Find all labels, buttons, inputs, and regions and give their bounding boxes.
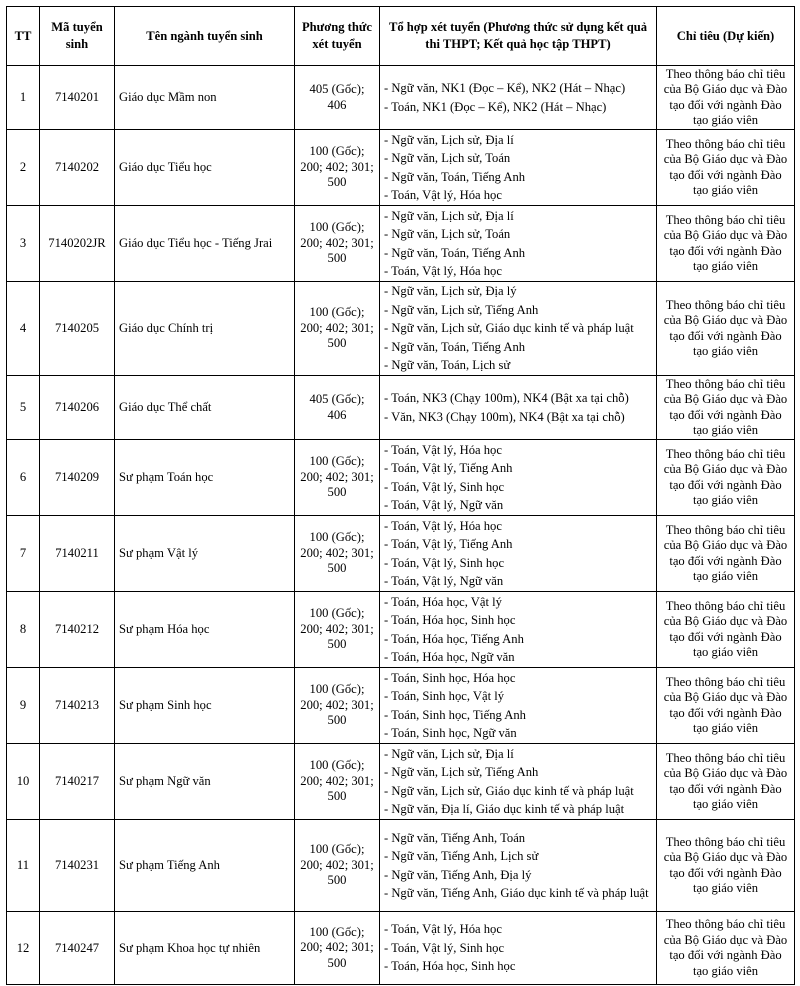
cell-name: Sư phạm Toán học <box>115 440 295 516</box>
combo-line: - Ngữ văn, Toán, Tiếng Anh <box>384 245 526 260</box>
cell-tt: 10 <box>7 744 40 820</box>
combo-line: - Ngữ văn, Lịch sử, Giáo dục kinh tế và pháp luật <box>384 321 634 336</box>
cell-code: 7140201 <box>40 66 115 130</box>
cell-code: 7140212 <box>40 592 115 668</box>
cell-combos <box>380 376 657 440</box>
combo-line: - Ngữ văn, Tiếng Anh, Giáo dục kinh tế và pháp luật <box>384 886 649 900</box>
combo-line: - Toán, Vật lý, Hóa học <box>384 264 502 278</box>
cell-quota: Theo thông báo chỉ tiêu của Bộ Giáo dục và Đào tạo đối với ngành Đào tạo giáo viên <box>657 744 795 820</box>
cell-quota: Theo thông báo chỉ tiêu của Bộ Giáo dục và Đào tạo đối với ngành Đào tạo giáo viên <box>657 668 795 744</box>
combo-line: - Toán, Sinh học, Hóa học <box>384 670 516 685</box>
cell-name: Giáo dục Tiểu học <box>115 130 295 206</box>
combo-line: - Toán, Vật lý, Sinh học <box>384 940 505 955</box>
cell-code: 7140211 <box>40 516 115 592</box>
combo-line: - Toán, Vật lý, Hóa học <box>384 442 502 457</box>
cell-method: 100 (Gốc); 200; 402; 301; 500 <box>295 130 380 206</box>
cell-code: 7140231 <box>40 820 115 912</box>
cell-tt: 3 <box>7 206 40 282</box>
combo-line: - Toán, Hóa học, Tiếng Anh <box>384 631 524 646</box>
combo-line: - Ngữ văn, Toán, Tiếng Anh <box>384 169 526 184</box>
combo-line: - Toán, Hóa học, Sinh học <box>384 613 516 627</box>
cell-quota: Theo thông báo chỉ tiêu của Bộ Giáo dục và Đào tạo đối với ngành Đào tạo giáo viên <box>657 440 795 516</box>
cell-name: Giáo dục Thể chất <box>115 376 295 440</box>
cell-name: Sư phạm Tiếng Anh <box>115 820 295 912</box>
cell-code: 7140209 <box>40 440 115 516</box>
combo-line: - Toán, Hóa học, Ngữ văn <box>384 650 515 664</box>
combo-line: - Toán, Vật lý, Hóa học <box>384 922 502 937</box>
combo-line: - Toán, NK1 (Đọc – Kể), NK2 (Hát – Nhạc) <box>384 99 607 114</box>
cell-tt: 11 <box>7 820 40 912</box>
cell-tt: 5 <box>7 376 40 440</box>
cell-method: 100 (Gốc); 200; 402; 301; 500 <box>295 668 380 744</box>
combo-line: - Toán, Vật lý, Hóa học <box>384 188 502 202</box>
cell-code: 7140217 <box>40 744 115 820</box>
cell-combos <box>380 516 657 592</box>
header-name: Tên ngành tuyển sinh <box>115 7 295 66</box>
cell-tt: 6 <box>7 440 40 516</box>
table-row <box>7 376 795 440</box>
combo-line: - Toán, Vật lý, Sinh học <box>384 555 505 570</box>
combo-line: - Ngữ văn, Lịch sử, Địa lí <box>384 746 514 761</box>
cell-combos <box>380 744 657 820</box>
combo-line: - Toán, Vật lý, Tiếng Anh <box>384 461 513 475</box>
combo-line: - Ngữ văn, Lịch sử, Giáo dục kinh tế và pháp luật <box>384 783 634 798</box>
cell-name: Giáo dục Chính trị <box>115 282 295 376</box>
combo-line: - Toán, Vật lý, Ngữ văn <box>384 498 504 512</box>
cell-method: 405 (Gốc); 406 <box>295 376 380 440</box>
combo-line: - Ngữ văn, NK1 (Đọc – Kể), NK2 (Hát – Nhạc) <box>384 81 626 95</box>
combo-line: - Ngữ văn, Tiếng Anh, Toán <box>384 830 526 845</box>
cell-combos <box>380 668 657 744</box>
cell-name: Giáo dục Mầm non <box>115 66 295 130</box>
cell-quota: Theo thông báo chỉ tiêu của Bộ Giáo dục và Đào tạo đối với ngành Đào tạo giáo viên <box>657 376 795 440</box>
table-row <box>7 206 795 282</box>
table-row <box>7 668 795 744</box>
combo-line: - Toán, NK3 (Chạy 100m), NK4 (Bật xa tại chỗ) <box>384 391 629 405</box>
combo-line: - Ngữ văn, Tiếng Anh, Địa lý <box>384 867 532 882</box>
header-method: Phương thức xét tuyển <box>295 7 380 66</box>
table-row <box>7 440 795 516</box>
cell-quota: Theo thông báo chỉ tiêu của Bộ Giáo dục và Đào tạo đối với ngành Đào tạo giáo viên <box>657 282 795 376</box>
cell-tt: 9 <box>7 668 40 744</box>
table-row <box>7 130 795 206</box>
cell-method: 100 (Gốc); 200; 402; 301; 500 <box>295 440 380 516</box>
cell-name: Sư phạm Vật lý <box>115 516 295 592</box>
cell-method: 405 (Gốc); 406 <box>295 66 380 130</box>
cell-tt: 7 <box>7 516 40 592</box>
cell-name: Sư phạm Ngữ văn <box>115 744 295 820</box>
table-row <box>7 744 795 820</box>
combo-line: - Toán, Hóa học, Sinh học <box>384 959 516 974</box>
combo-line: - Ngữ văn, Lịch sử, Tiếng Anh <box>384 765 539 779</box>
cell-method: 100 (Gốc); 200; 402; 301; 500 <box>295 912 380 985</box>
table-row <box>7 912 795 985</box>
header-quota: Chỉ tiêu (Dự kiến) <box>657 7 795 66</box>
cell-combos <box>380 592 657 668</box>
header-tt: TT <box>7 7 40 66</box>
cell-combos <box>380 912 657 985</box>
cell-quota: Theo thông báo chỉ tiêu của Bộ Giáo dục và Đào tạo đối với ngành Đào tạo giáo viên <box>657 912 795 985</box>
cell-method: 100 (Gốc); 200; 402; 301; 500 <box>295 592 380 668</box>
combo-line: - Toán, Vật lý, Ngữ văn <box>384 574 504 588</box>
combo-line: - Toán, Sinh học, Tiếng Anh <box>384 707 526 722</box>
header-code: Mã tuyển sinh <box>40 7 115 66</box>
combo-line: - Ngữ văn, Lịch sử, Địa lý <box>384 284 517 299</box>
table-row <box>7 66 795 130</box>
table-row <box>7 820 795 912</box>
cell-name: Sư phạm Hóa học <box>115 592 295 668</box>
combo-line: - Toán, Sinh học, Vật lý <box>384 689 505 703</box>
cell-tt: 12 <box>7 912 40 985</box>
combo-line: - Văn, NK3 (Chạy 100m), NK4 (Bật xa tại chỗ) <box>384 409 625 424</box>
cell-combos <box>380 440 657 516</box>
cell-tt: 1 <box>7 66 40 130</box>
combo-line: - Ngữ văn, Lịch sử, Toán <box>384 227 511 241</box>
combo-line: - Toán, Vật lý, Hóa học <box>384 518 502 533</box>
combo-line: - Toán, Hóa học, Vật lý <box>384 594 502 609</box>
cell-code: 7140213 <box>40 668 115 744</box>
cell-method: 100 (Gốc); 200; 402; 301; 500 <box>295 516 380 592</box>
cell-combos <box>380 130 657 206</box>
cell-method: 100 (Gốc); 200; 402; 301; 500 <box>295 820 380 912</box>
cell-method: 100 (Gốc); 200; 402; 301; 500 <box>295 206 380 282</box>
cell-name: Sư phạm Sinh học <box>115 668 295 744</box>
cell-quota: Theo thông báo chỉ tiêu của Bộ Giáo dục và Đào tạo đối với ngành Đào tạo giáo viên <box>657 130 795 206</box>
header-row <box>7 7 795 66</box>
cell-tt: 8 <box>7 592 40 668</box>
table-row <box>7 516 795 592</box>
combo-line: - Ngữ văn, Lịch sử, Toán <box>384 151 511 165</box>
combo-line: - Ngữ văn, Lịch sử, Tiếng Anh <box>384 302 539 317</box>
cell-code: 7140206 <box>40 376 115 440</box>
cell-quota: Theo thông báo chỉ tiêu của Bộ Giáo dục và Đào tạo đối với ngành Đào tạo giáo viên <box>657 66 795 130</box>
combo-line: - Ngữ văn, Toán, Lịch sử <box>384 358 511 373</box>
admissions-table <box>6 6 795 985</box>
cell-quota: Theo thông báo chỉ tiêu của Bộ Giáo dục và Đào tạo đối với ngành Đào tạo giáo viên <box>657 206 795 282</box>
combo-line: - Toán, Vật lý, Tiếng Anh <box>384 537 513 551</box>
combo-line: - Ngữ văn, Tiếng Anh, Lịch sử <box>384 849 539 863</box>
combo-line: - Ngữ văn, Lịch sử, Địa lí <box>384 208 514 223</box>
cell-quota: Theo thông báo chỉ tiêu của Bộ Giáo dục và Đào tạo đối với ngành Đào tạo giáo viên <box>657 592 795 668</box>
combo-line: - Ngữ văn, Lịch sử, Địa lí <box>384 132 514 147</box>
cell-method: 100 (Gốc); 200; 402; 301; 500 <box>295 744 380 820</box>
cell-code: 7140202JR <box>40 206 115 282</box>
header-combos: Tổ hợp xét tuyển (Phương thức sử dụng kết quả thi THPT; Kết quả học tập THPT) <box>380 7 657 66</box>
combo-line: - Ngữ văn, Toán, Tiếng Anh <box>384 339 526 354</box>
cell-code: 7140202 <box>40 130 115 206</box>
combo-line: - Toán, Vật lý, Sinh học <box>384 479 505 494</box>
cell-combos <box>380 206 657 282</box>
cell-method: 100 (Gốc); 200; 402; 301; 500 <box>295 282 380 376</box>
cell-combos <box>380 820 657 912</box>
cell-tt: 2 <box>7 130 40 206</box>
cell-combos <box>380 66 657 130</box>
table-row <box>7 282 795 376</box>
cell-quota: Theo thông báo chỉ tiêu của Bộ Giáo dục và Đào tạo đối với ngành Đào tạo giáo viên <box>657 820 795 912</box>
cell-code: 7140205 <box>40 282 115 376</box>
combo-line: - Ngữ văn, Địa lí, Giáo dục kinh tế và pháp luật <box>384 802 625 816</box>
table-row <box>7 592 795 668</box>
combo-line: - Toán, Sinh học, Ngữ văn <box>384 726 517 740</box>
cell-name: Sư phạm Khoa học tự nhiên <box>115 912 295 985</box>
cell-name: Giáo dục Tiểu học - Tiếng Jrai <box>115 206 295 282</box>
cell-code: 7140247 <box>40 912 115 985</box>
cell-tt: 4 <box>7 282 40 376</box>
cell-combos <box>380 282 657 376</box>
cell-quota: Theo thông báo chỉ tiêu của Bộ Giáo dục và Đào tạo đối với ngành Đào tạo giáo viên <box>657 516 795 592</box>
